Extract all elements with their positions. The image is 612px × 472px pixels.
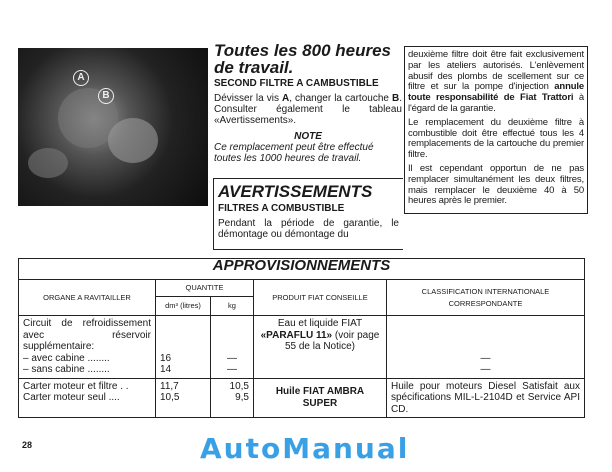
warning-paragraph-2: Le remplacement du deuxième filtre à combustible doit être effectué tous les 4 remplacements de la cartouche du premier filtre.: [408, 116, 584, 161]
section-800-hours: [214, 42, 402, 164]
note-text: Ce remplacement peut être effectué toutes les 1000 heures de travail.: [214, 142, 374, 164]
cell-classification: — —: [387, 316, 585, 379]
warning-continuation-box: [404, 46, 588, 214]
watermark: AutoManual: [200, 432, 410, 465]
photo-shape: [108, 118, 158, 163]
cell-dm3: 16 14: [156, 316, 211, 379]
section-text: Dévisser la vis A, changer la cartouche B. Consulter également le tableau «Avertissements».: [214, 93, 402, 126]
table-row: [19, 316, 585, 379]
header-organe: ORGANE A RAVITAILLER: [19, 280, 156, 316]
table-row: [19, 378, 585, 418]
cell-produit: Eau et liquide FIAT «PARAFLU 11» (voir page 55 de la Notice): [254, 316, 387, 379]
header-classification: CLASSIFICATION INTERNATIONALE CORRESPONDANTE: [387, 280, 585, 316]
note-title: NOTE: [294, 131, 322, 142]
section-subtitle: SECOND FILTRE A CAMBUSTIBLE: [214, 78, 379, 89]
section-title: Toutes les 800 heures de travail.: [214, 41, 392, 77]
header-dm3: dm³ (litres): [156, 297, 211, 316]
table-title: APPROVISIONNEMENTS: [19, 259, 585, 280]
engine-filter-photo: [18, 48, 208, 206]
photo-shape: [28, 148, 68, 178]
header-quantite: QUANTITE: [156, 280, 254, 297]
warning-paragraph-3: Il est cependant opportun de ne pas remplacer simultanément les deux filtres, mais remplacer le deuxième 40 à 50 heures après le premier.: [408, 162, 584, 207]
approvisionnements-table: [18, 258, 585, 418]
header-produit: PRODUIT FIAT CONSEILLE: [254, 280, 387, 316]
label-a: A: [73, 70, 89, 86]
avertissements-title: AVERTISSEMENTS: [218, 182, 373, 201]
avertissements-box: [213, 178, 403, 250]
cell-classification: Huile pour moteurs Diesel Satisfait aux spécifications MIL-L-2104D et Service API CD.: [387, 378, 585, 418]
avertissements-subtitle: FILTRES A COMBUSTIBLE: [218, 203, 345, 214]
cell-dm3: 11,7 10,5: [156, 378, 211, 418]
cell-kg: — —: [211, 316, 254, 379]
avertissements-text: Pendant la période de garantie, le démontage ou démontage du: [218, 217, 399, 240]
cell-kg: 10,5 9,5: [211, 378, 254, 418]
warning-paragraph-1: deuxième filtre doit être fait exclusivement par les ateliers autorisés. L'enlèvement abusif des plombs de scellement sur ce filtre et sur la pompe d'injection annule toute responsabilité de Fiat Trattori à l'égard de la garantie.: [408, 49, 584, 114]
label-b: B: [98, 88, 114, 104]
page-number: 28: [22, 440, 33, 450]
cell-produit: Huile FIAT AMBRA SUPER: [254, 378, 387, 418]
header-kg: kg: [211, 297, 254, 316]
cell-organe: Circuit de refroidissement avec réservoir supplémentaire: – avec cabine ........ – sans cabine ........: [19, 316, 156, 379]
cell-organe: Carter moteur et filtre . . Carter moteur seul ....: [19, 378, 156, 418]
